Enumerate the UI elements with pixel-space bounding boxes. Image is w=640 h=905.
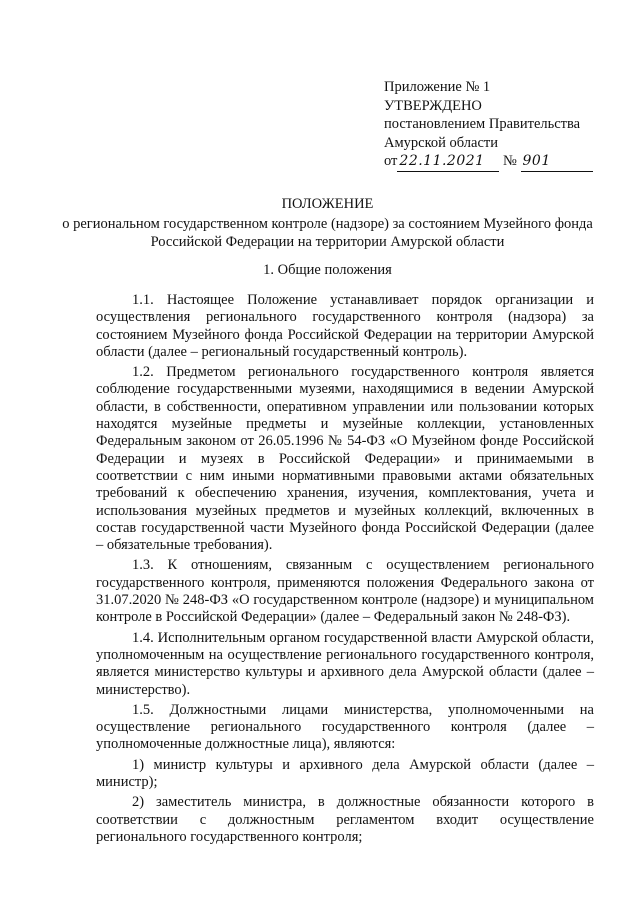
list-item-2: 2) заместитель министра, в должностные обязанности которого в соответствии с должностным регламентом входит осуществление регионального государственного контроля; (96, 794, 594, 845)
title-heading: ПОЛОЖЕНИЕ (281, 196, 374, 212)
decree-label: постановлением Правительства (384, 116, 581, 132)
region-label: Амурской области (384, 134, 498, 151)
handwritten-date: 22.11.2021 (397, 152, 499, 172)
paragraph-1-1: 1.1. Настоящее Положение устанавливает порядок организации и осуществления регионального государственного контроля (надзора) за состоянием Музейного фонда Российской Федерации на территории Амурской области (далее – региональный государственный контроль). (96, 292, 594, 360)
document-title (60, 195, 595, 252)
handwritten-number: 901 (521, 152, 593, 172)
approval-block (384, 78, 593, 172)
paragraph-1-2: 1.2. Предметом регионального государственного контроля является соблюдение государственными музеями, находящимися в ведении Амурской области, в собственности, оперативном управлении или пользовании которых находятся музейные предметы и музейные коллекции, установленных Федеральным законом от 26.05.1996 № 54-ФЗ «О Музейном фонде Российской Федерации и музеях в Российской Федерации» и принимаемыми в соответствии с ним иными нормативными правовыми актами обязательных требований к обеспечению хранения, изучения, комплектования, учета и использования музейных предметов и музейных коллекций, включенных в состав государственной части Музейного фонда Российской Федерации (далее – обязательные требования). (96, 364, 594, 554)
date-number-line (384, 152, 593, 172)
date-prefix: от (384, 153, 398, 169)
section-heading: 1. Общие положения (263, 262, 392, 278)
paragraph-1-4: 1.4. Исполнительным органом государственной власти Амурской области, уполномоченным на осуществление регионального государственного контроля, является министерство культуры и архивного дела Амурской области (далее – министерство). (96, 629, 594, 698)
paragraph-1-3: 1.3. К отношениям, связанным с осуществлением регионального государственного контроля, применяются положения Федерального закона от 31.07.2020 № 248-ФЗ «О государственном контроле (надзоре) и муниципальном контроле в Российской Федерации» (далее – Федеральный закон № 248-ФЗ). (96, 557, 594, 626)
approved-label: УТВЕРЖДЕНО (384, 97, 482, 114)
number-prefix: № (503, 153, 517, 169)
list-item-1: 1) министр культуры и архивного дела Амурской области (далее – министр); (96, 756, 594, 791)
paragraph-1-5: 1.5. Должностными лицами министерства, уполномоченными на осуществление регионального государственного контроля (далее – уполномоченные должностные лица), являются: (96, 701, 594, 753)
title-subtitle: о региональном государственном контроле (надзоре) за состоянием Музейного фонда Российской Федерации на территории Амурской области (62, 215, 593, 250)
document-body (96, 292, 594, 849)
appendix-label: Приложение № 1 (384, 79, 491, 95)
